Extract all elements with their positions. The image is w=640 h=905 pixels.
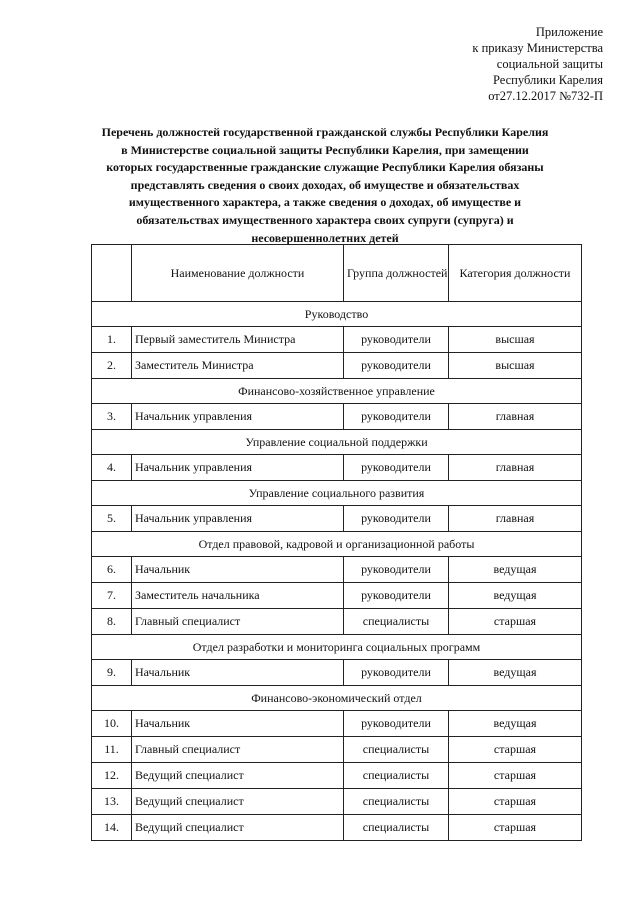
position-category: старшая: [449, 763, 582, 789]
position-category: ведущая: [449, 660, 582, 686]
position-group: руководители: [344, 353, 449, 379]
section-row: [92, 379, 582, 404]
appendix-line-3: социальной защиты: [496, 57, 603, 71]
position-name: Главный специалист: [132, 737, 344, 763]
position-name: Начальник управления: [132, 506, 344, 532]
section-row: [92, 481, 582, 506]
position-category: главная: [449, 506, 582, 532]
table-row: [92, 353, 582, 379]
position-category: высшая: [449, 327, 582, 353]
position-group: руководители: [344, 660, 449, 686]
appendix-line-2: к приказу Министерства: [472, 41, 603, 55]
positions-table: [91, 244, 582, 841]
position-group: руководители: [344, 327, 449, 353]
section-row: [92, 635, 582, 660]
position-category: главная: [449, 404, 582, 430]
section-title: Финансово-экономический отдел: [92, 686, 582, 711]
position-category: старшая: [449, 737, 582, 763]
header-position: Наименование должности: [132, 245, 344, 302]
position-group: руководители: [344, 557, 449, 583]
table-row: [92, 327, 582, 353]
position-name: Главный специалист: [132, 609, 344, 635]
position-group: специалисты: [344, 737, 449, 763]
table-row: [92, 711, 582, 737]
position-name: Начальник управления: [132, 404, 344, 430]
position-name: Начальник: [132, 711, 344, 737]
row-number: 14.: [92, 815, 132, 841]
position-name: Начальник: [132, 660, 344, 686]
table-row: [92, 557, 582, 583]
table-header-row: [92, 245, 582, 302]
position-group: специалисты: [344, 609, 449, 635]
position-group: специалисты: [344, 789, 449, 815]
position-name: Заместитель Министра: [132, 353, 344, 379]
row-number: 11.: [92, 737, 132, 763]
position-group: руководители: [344, 455, 449, 481]
position-category: старшая: [449, 815, 582, 841]
position-group: руководители: [344, 583, 449, 609]
table-row: [92, 404, 582, 430]
position-category: старшая: [449, 789, 582, 815]
row-number: 9.: [92, 660, 132, 686]
section-row: [92, 532, 582, 557]
row-number: 10.: [92, 711, 132, 737]
table-row: [92, 763, 582, 789]
section-title: Руководство: [92, 302, 582, 327]
document-title: Перечень должностей государственной гражданской службы Республики Карелия в Министерстве социальной защиты Республики Карелия, при замещении которых государственные гражданские служащие Республики Карелия обязаны представлять сведения о своих доходах, об имуществе и обязательствах имущественного характера, а также сведения о доходах, об имуществе и обязательствах имущественного характера своих супруги (супруга) и несовершеннолетних детей: [101, 125, 549, 245]
position-group: специалисты: [344, 815, 449, 841]
section-title: Управление социальной поддержки: [92, 430, 582, 455]
table-row: [92, 506, 582, 532]
row-number: 8.: [92, 609, 132, 635]
row-number: 4.: [92, 455, 132, 481]
position-category: высшая: [449, 353, 582, 379]
section-row: [92, 686, 582, 711]
position-category: ведущая: [449, 711, 582, 737]
row-number: 2.: [92, 353, 132, 379]
position-name: Ведущий специалист: [132, 763, 344, 789]
row-number: 5.: [92, 506, 132, 532]
table-row: [92, 455, 582, 481]
position-name: Начальник управления: [132, 455, 344, 481]
position-group: специалисты: [344, 763, 449, 789]
appendix-block: [472, 24, 603, 104]
header-category: Категория должности: [449, 245, 582, 302]
position-group: руководители: [344, 404, 449, 430]
position-name: Ведущий специалист: [132, 789, 344, 815]
table-body: [92, 302, 582, 841]
position-category: главная: [449, 455, 582, 481]
table-row: [92, 609, 582, 635]
appendix-line-1: Приложение: [535, 25, 603, 39]
row-number: 12.: [92, 763, 132, 789]
section-row: [92, 302, 582, 327]
position-name: Первый заместитель Министра: [132, 327, 344, 353]
row-number: 6.: [92, 557, 132, 583]
position-group: руководители: [344, 506, 449, 532]
position-name: Начальник: [132, 557, 344, 583]
table-row: [92, 737, 582, 763]
position-group: руководители: [344, 711, 449, 737]
row-number: 13.: [92, 789, 132, 815]
position-category: ведущая: [449, 557, 582, 583]
appendix-line-4: Республики Карелия: [492, 73, 603, 87]
table-row: [92, 815, 582, 841]
header-group: Группа должностей: [344, 245, 449, 302]
section-title: Отдел правовой, кадровой и организационной работы: [92, 532, 582, 557]
position-category: ведущая: [449, 583, 582, 609]
table-row: [92, 660, 582, 686]
table-row: [92, 583, 582, 609]
section-row: [92, 430, 582, 455]
row-number: 7.: [92, 583, 132, 609]
position-category: старшая: [449, 609, 582, 635]
position-name: Ведущий специалист: [132, 815, 344, 841]
position-name: Заместитель начальника: [132, 583, 344, 609]
section-title: Отдел разработки и мониторинга социальных программ: [92, 635, 582, 660]
header-num: [92, 245, 132, 302]
table-row: [92, 789, 582, 815]
appendix-line-5: от27.12.2017 №732-П: [488, 89, 603, 103]
row-number: 3.: [92, 404, 132, 430]
section-title: Управление социального развития: [92, 481, 582, 506]
section-title: Финансово-хозяйственное управление: [92, 379, 582, 404]
row-number: 1.: [92, 327, 132, 353]
